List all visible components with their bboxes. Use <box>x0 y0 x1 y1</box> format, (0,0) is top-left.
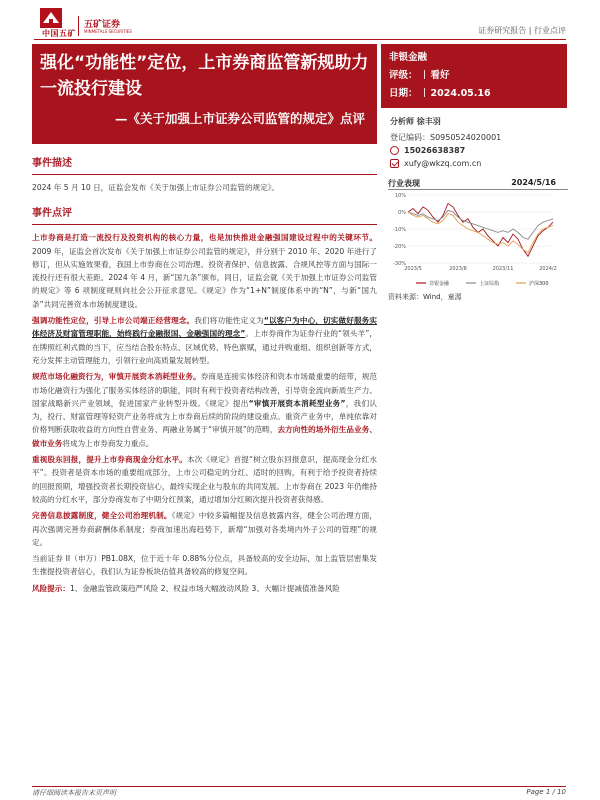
section-title-event: 事件描述 <box>32 158 72 169</box>
paragraph-5 <box>32 509 377 549</box>
analyst-phone-row <box>390 144 570 157</box>
p4-lead: 重视股东回报，提升上市券商现金分红水平。 <box>32 455 188 465</box>
page-number: Page 1 / 10 <box>526 788 566 796</box>
report-type-tag: 证券研究报告 | 行业点评 <box>478 26 566 35</box>
p2-underlined: “以客户为中心，切实做好服务实体经济及财富管理职能，始终践行金融报国、金融强国的理念” <box>32 316 377 339</box>
risk-body: 1、金融监管政策趋严风险 2、权益市场大幅波动风险 3、大幅计提减值准备风险 <box>69 583 340 593</box>
series-line-0 <box>408 204 553 257</box>
p3-bold-1: “审慎开展资本消耗型业务” <box>248 398 346 408</box>
paragraph-4 <box>32 453 377 506</box>
chart-date: 2024/5/16 <box>511 178 556 187</box>
legend-label: 上证综指 <box>479 281 500 287</box>
rating-label: 评级： <box>389 70 418 81</box>
p1-lead: 上市券商是打造一流投行及投资机构的核心力量，也是加快推进金融强国建设过程中的关键环节。 <box>32 233 377 243</box>
brand-logo <box>40 8 150 38</box>
event-paragraph: 2024 年 5 月 10 日，证监会发布《关于加强上市证券公司监管的规定》。 <box>32 183 280 192</box>
p3-lead: 规范市场化融资行为，审慎开展资本消耗型业务。 <box>32 372 201 382</box>
section-divider <box>32 174 377 175</box>
chart-header <box>388 178 568 190</box>
p3-body-d: 将成为上市券商发力重点。 <box>62 438 154 448</box>
chart-source: 资料来源：Wind，童源 <box>388 293 462 301</box>
main-content <box>32 144 377 598</box>
y-tick-label: -20% <box>393 244 406 250</box>
date-separator <box>424 88 425 97</box>
p2-lead: 强调功能性定位，引导上市公司端正经营理念。 <box>32 316 195 326</box>
p1-body: 2009 年，证监会首次发布《关于加强上市证券公司监管的规定》，并分别于 2010 年、2020 年进行了修订，但从实施效果看，我国上市券商在公司治理、投资者保护、信息披露、合规风控等方面与国际一流投行还有很大差距。2024 年 4 月，新“国九条”颁布，同日，证监会就《关于加强上市证券公司监管的规定》等 6 项制度规则向社会公开征求意见。《规定》作为“1+N”制度体系中的“N”，与新“国九条”共同完善资本市场制度建设。 <box>32 246 377 309</box>
paragraph-2 <box>32 314 377 367</box>
report-subtitle: —《关于加强上市证券公司监管的规定》点评 <box>114 111 365 126</box>
p5-lead: 完善信息披露制度，健全公司治理机制。 <box>32 511 172 521</box>
analyst-info <box>390 116 570 170</box>
legend-label: 沪深300 <box>529 281 549 287</box>
paragraph-6: 当前证券 II（申万）PB1.08X，位于近十年 0.88%分位点，具备较高的安全边际，加上监管层密集发生推提投资者信心，我们认为证券板块估值具备较高的修复空间。 <box>32 554 377 577</box>
analyst-email-row <box>390 157 570 170</box>
x-tick-label: 2023/8 <box>449 266 467 272</box>
industry-performance-chart <box>388 178 568 303</box>
y-tick-label: -10% <box>393 227 406 233</box>
logo-divider <box>78 16 79 36</box>
phone-icon <box>390 146 399 155</box>
p4-body: 本次《规定》首提“树立股东回报意识，提高现金分红水平”。投资者是资本市场的重要组成部分，上市公司稳定的分红、适时的回购，有利于给予投资者持续的回报预期，增强投资者长期投资信心，最终实现企业与股东的共同发展。上市券商在 2023 年仍维持较高的分红水平，部分券商发布了中期分红预案，通过增加分红频次提升投资者获得感。 <box>32 455 377 504</box>
mail-icon <box>390 159 399 168</box>
minmetals-logo-icon <box>40 8 62 28</box>
x-tick-label: 2024/2 <box>539 266 557 272</box>
p5-body: 《规定》中较多篇幅提及信息披露内容，健全公司治理方面，再次强调完善券商薪酬体系制度；券商加速出海趋势下，新增“加强对各类境内外子公司的管理”的规定。 <box>32 511 378 547</box>
legend-label: 非银金融 <box>429 281 450 287</box>
rating-separator <box>424 70 425 79</box>
y-tick-label: 10% <box>394 193 406 199</box>
x-tick-label: 2023/5 <box>404 266 422 272</box>
analyst-name: 分析师 徐丰羽 <box>390 117 441 126</box>
section-divider <box>32 224 377 225</box>
chart-canvas <box>388 191 568 296</box>
rating-box <box>381 44 567 108</box>
rating-value: 看好 <box>430 70 450 81</box>
p3-body-c: ，我们认为，投行、财富管理等轻资产业务将成为上市券商后续的阶段的建设重点。重资产业务中，单纯依靠对价格判断获取收益的方向性自营业务、两融业务属于“审慎开展”的范畴， <box>32 398 378 435</box>
report-title: 强化“功能性”定位，上市券商监管新规助力一流投行建设 <box>40 53 369 99</box>
risk-lead: 风险提示： <box>32 583 70 593</box>
date-row <box>389 85 559 103</box>
rating-row <box>389 67 559 85</box>
p2-body-b: 。上市券商作为证券行业的“领头羊”，在牌照红利式微的当下，应当结合股东特点、区域优势、特色禀赋，通过并购重组、组织创新等方式，充分发挥主动管理能力，引领行业向高质量发展转型。 <box>32 329 377 365</box>
risk-paragraph <box>32 582 377 595</box>
series-line-1 <box>408 210 553 239</box>
footer <box>32 788 566 800</box>
brand-group-name: 中国五矿 <box>42 29 76 38</box>
date-label: 日期： <box>389 88 418 99</box>
footer-divider <box>32 786 566 787</box>
analyst-phone: 15026638387 <box>404 146 466 155</box>
brand-english-name: MINMETALS SECURITIES <box>84 29 132 34</box>
p3-body-a: 券商是连接实体经济和资本市场最重要的纽带，规范市场化融资行为强化了服务实体经济的职能，同时有利于投资者结构改善，引导资金流向新质生产力、国家战略新兴产业领域，促进国家产业转型升级。《规定》提出 <box>32 372 377 408</box>
header-divider <box>34 39 566 40</box>
analyst-reg-row <box>390 131 570 144</box>
date-value: 2024.05.16 <box>430 88 491 99</box>
y-tick-label: -30% <box>393 261 406 267</box>
y-tick-label: 0% <box>398 210 406 216</box>
p2-body-a: 我们将功能性定义为 <box>194 316 264 326</box>
footer-disclaimer: 请仔细阅读本报告末页声明 <box>32 789 116 797</box>
brand-name: 五矿证券 <box>84 20 121 30</box>
chart-title: 行业表现 <box>388 179 420 188</box>
title-block <box>32 44 377 144</box>
paragraph-1 <box>32 231 377 311</box>
analyst-reg: 登记编码：S0950524020001 <box>390 133 502 142</box>
x-tick-label: 2023/11 <box>492 266 514 272</box>
section-title-comment: 事件点评 <box>32 208 72 220</box>
paragraph-3 <box>32 370 377 450</box>
industry-name: 非银金融 <box>389 52 428 63</box>
analyst-email[interactable]: xufy@wkzq.com.cn <box>404 159 482 168</box>
p3-bold-2: 去方向性的场外衍生品业务、做市业务 <box>32 425 378 448</box>
